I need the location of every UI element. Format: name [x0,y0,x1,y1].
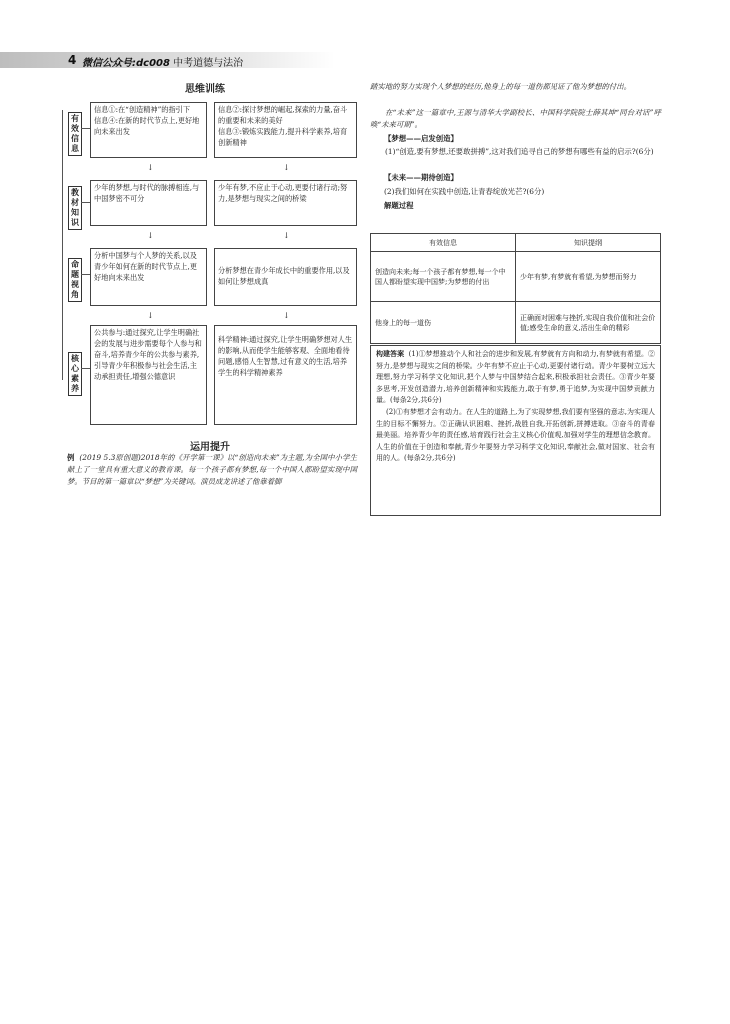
table-cell: 正确面对困难与挫折,实现自我价值和社会价值;感受生命的意义,活出生命的精彩 [516,302,661,344]
table-row [371,302,661,344]
table-header: 知识提纲 [516,234,661,252]
table-row [371,252,661,302]
textbook-right-box: 少年有梦,不应止于心动,更要付诸行动;努力,是梦想与现实之间的桥梁 [214,180,357,226]
question-1: (1)“创造,要有梦想,还要敢拼搏”,这对我们追寻自己的梦想有哪些有益的启示?(6分) [385,147,654,156]
account-name: dc008 [136,58,170,69]
info-right-box: 信息②:探讨梦想的崛起,探索的力量,奋斗的重要和未来的美好 信息③:锻炼实践能力,提升科学素养,培育创新精神 [214,102,357,158]
arrow-down-icon: ↓ [147,163,154,172]
answer-part-1 [376,349,655,407]
textbook-left-box: 少年的梦想,与时代的脉搏相连,与中国梦密不可分 [90,180,207,226]
label-info: 有效信息 [68,112,82,156]
example-label: 例 [67,453,75,462]
table-cell: 创造向未来;每一个孩子都有梦想,每一个中国人都盼望实现中国梦;为梦想的付出 [371,252,516,302]
story-paragraph-2: 在“未来”这一篇章中,王源与清华大学副校长、中国科学院院士薛其坤“同台对话”呼唤“未来可期”。 [370,108,661,129]
arrow-down-icon: ↓ [283,311,290,320]
arrow-down-icon: ↓ [147,311,154,320]
wechat-label: 微信公众号: [82,58,136,69]
literacy-left-box: 公共参与:通过探究,让学生明确社会的发展与进步需要每个人参与和奋斗,培养青少年的公共参与素养,引导青少年积极参与社会生活,主动承担责任,增强公德意识 [90,325,207,425]
answer-box [370,345,661,516]
label-perspective: 命题视角 [68,258,82,302]
page-header [82,54,243,69]
table-header: 有效信息 [371,234,516,252]
answer-label: 构建答案 [376,350,405,358]
table-header-row [371,234,661,252]
table-cell: 少年有梦,有梦就有希望,为梦想而努力 [516,252,661,302]
future-heading: 【未来——期待创造】 [384,173,458,182]
perspective-left-box: 分析中国梦与个人梦的关系,以及青少年如何在新的时代节点上,更好地向未来出发 [90,248,207,306]
info-left-box: 信息①:在“创造精神”的指引下 信息④:在新的时代节点上,更好地向未来出发 [90,102,207,158]
bracket-line [62,110,63,380]
arrow-down-icon: ↓ [283,231,290,240]
example-text [67,452,357,488]
literacy-right-box: 科学精神:通过探究,让学生明确梦想对人生的影响,从而使学生能够客观、全面地看待问题,感悟人生智慧,过有意义的生活,培养学生的科学精神素养 [214,325,357,425]
label-textbook: 教材知识 [68,186,82,230]
mindmap-title: 思维训练 [185,84,225,95]
page-number: 4 [68,53,77,67]
solution-table [370,233,661,344]
table-cell: 他身上的每一道伤 [371,302,516,344]
subject-name: 中考道德与法治 [173,58,244,69]
question-2: (2)我们如何在实践中创造,让青春绽放光芒?(6分) [384,187,545,196]
example-body: (2019 5.3原创题)2018年的《开学第一课》以“创造向未来”为主题,为全国中小学生献上了一堂具有重大意义的教育课。每一个孩子都有梦想,每一个中国人都盼望实现中国梦。节目的第一篇章以“梦想”为关键词。演员成龙讲述了他靠着脚 [67,453,357,486]
answer-text-2: (2)①有梦想才会有动力。在人生的道路上,为了实现梦想,我们要有坚强的意志,为实现人生的目标不懈努力。②正确认识困难、挫折,战胜自我,开拓创新,拼搏进取。③奋斗的青春最美丽。培养青少年的责任感,培育践行社会主义核心价值观,加强对学生的理想信念教育。人生的价值在于创造和奉献,青少年要努力学习科学文化知识,奉献社会,做对国家、社会有用的人。(每条2分,共6分) [376,407,655,463]
answer-text-1: (1)①梦想推动个人和社会的进步和发展,有梦就有方向和动力,有梦就有希望。②努力,是梦想与现实之间的桥梁。少年有梦不应止于心动,更要付诸行动。青少年要树立远大理想,努力学习科学文化知识,把个人梦与中国梦结合起来,积极承担社会责任。③青少年要多思考,开发创造潜力,培养创新精神和实践能力,敢于有梦,勇于追梦,为实现中国梦贡献力量。(每条2分,共6分) [376,350,656,405]
arrow-down-icon: ↓ [283,163,290,172]
application-title: 运用提升 [190,442,230,453]
label-literacy: 核心素养 [68,352,82,396]
process-title: 解题过程 [384,201,414,210]
arrow-down-icon: ↓ [147,231,154,240]
story-continuation: 踏实地的努力实现个人梦想的经历,他身上的每一道伤都见证了他为梦想的付出。 [370,82,632,91]
dream-heading: 【梦想——启发创造】 [384,134,458,143]
perspective-right-box: 分析梦想在青少年成长中的重要作用,以及如何让梦想成真 [214,248,357,306]
